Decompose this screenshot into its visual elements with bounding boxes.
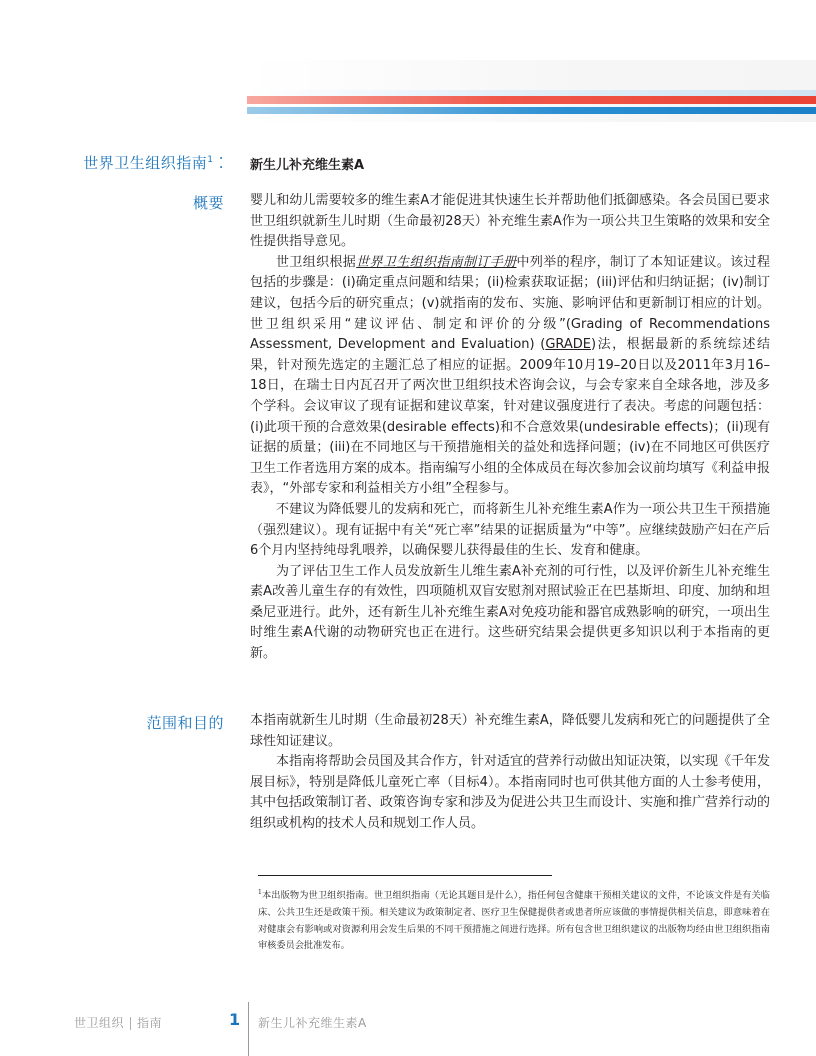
- header-decoration: [247, 60, 816, 122]
- footnote: $^1$本出版物为世卫组织指南。世卫组织指南（无论其题目是什么），指任何包含健康干预相关建议的文件，不论该文件是有关临床、公共卫生还是政策干预。相关建议为政策制定者、医疗卫生保健提供者或患者所应该做的事情提供相关信息，即意味着在对健康会有影响或对资源利用会发生后果的不同干预措施之间进行选择。所有包含世卫组织建议的出版物均经由世卫组织指南审核委员会批准发布。: [258, 889, 770, 952]
- section-heading-summary: 概要: [192, 194, 224, 212]
- summary-section: [250, 191, 770, 665]
- summary-paragraph-3: 不建议为降低婴儿的发病和死亡，而将新生儿补充维生素A作为一项公共卫生干预措施（强烈建议）。现有证据中有关“死亡率”结果的证据质量为“中等”。应继续鼓励产妇在产后6个月内坚持纯母乳喂养，以确保婴儿获得最佳的生长、发育和健康。: [250, 501, 770, 559]
- scope-paragraph-2: 本指南将帮助会员国及其合作方，针对适宜的营养行动做出知证决策，以实现《千年发展目标》，特别是降低儿童死亡率（目标4）。本指南同时也可供其他方面的人士参考使用，其中包括政策制订者、政策咨询专家和涉及为促进公共卫生而设计、实施和推广营养行动的组织或机构的技术人员和规划工作人员。: [250, 754, 771, 831]
- scope-section: [250, 711, 770, 835]
- summary-paragraph-2: 世卫组织根据世界卫生组织指南制订手册中列举的程序，制订了本知证建议。该过程包括的步骤是：(i)确定重点问题和结果；(ii)检索获取证据；(iii)评估和归纳证据；(iv)制订建议，包括今后的研究重点；(v)就指南的发布、实施、影响评估和更新制订相应的计划。世卫组织采用“建议评估、制定和评价的分级”(Grading of Recommendations Assessment, Development and Evaluation) (GRADE)法，根据最新的系统综述结果，针对预先选定的主题汇总了相应的证据。2009年10月19–20日以及2011年3月16–18日，在瑞士日内瓦召开了两次世卫组织技术咨询会议，与会专家来自全球各地，涉及多个学科。会议审议了现有证据和建议草案，针对建议强度进行了表决。考虑的问题包括：(i)此项干预的合意效果(desirable effects)和不合意效果(undesirable effects)；(ii)现有证据的质量；(iii)在不同地区与干预措施相关的益处和选择问题；(iv)在不同地区可供医疗卫生工作者选用方案的成本。指南编写小组的全体成员在每次参加会议前均填写《利益申报表》，“外部专家和利益相关方小组”全程参与。: [250, 254, 771, 497]
- grade-link[interactable]: GRADE: [545, 337, 592, 353]
- series-label: 世界卫生组织指南$^1$ ⁚: [83, 154, 224, 172]
- summary-paragraph-1: 婴儿和幼儿需要较多的维生素A才能促进其快速生长并帮助他们抵御感染。各会员国已要求世卫组织就新生儿时期（生命最初28天）补充维生素A作为一项公共卫生策略的效果和安全性提供指导意见。: [250, 193, 770, 250]
- footer-section: 指南: [137, 1016, 163, 1030]
- footer-title: 新生儿补充维生素A: [258, 1016, 367, 1030]
- section-heading-scope: 范围和目的: [146, 714, 224, 732]
- page-number: 1: [229, 1010, 241, 1029]
- footer-series: [74, 1014, 162, 1031]
- guideline-handbook-link[interactable]: 世界卫生组织指南制订手册: [356, 254, 517, 270]
- scope-paragraph-1: 本指南就新生儿时期（生命最初28天）补充维生素A，降低婴儿发病和死亡的问题提供了全球性知证建议。: [250, 713, 770, 749]
- footer-divider: [248, 1002, 249, 1056]
- footnote-divider: [258, 875, 552, 876]
- footer-org: 世卫组织: [74, 1016, 125, 1030]
- summary-paragraph-4: 为了评估卫生工作人员发放新生儿维生素A补充剂的可行性，以及评价新生儿补充维生素A改善儿童生存的有效性，四项随机双盲安慰剂对照试验正在巴基斯坦、印度、加纳和坦桑尼亚进行。此外，还有新生儿补充维生素A对免疫功能和器官成熟影响的研究，一项出生时维生素A代谢的动物研究也正在进行。这些研究结果会提供更多知识以利于本指南的更新。: [250, 563, 770, 662]
- footer-separator: [130, 1017, 131, 1030]
- document-title: 新生儿补充维生素A: [250, 158, 365, 173]
